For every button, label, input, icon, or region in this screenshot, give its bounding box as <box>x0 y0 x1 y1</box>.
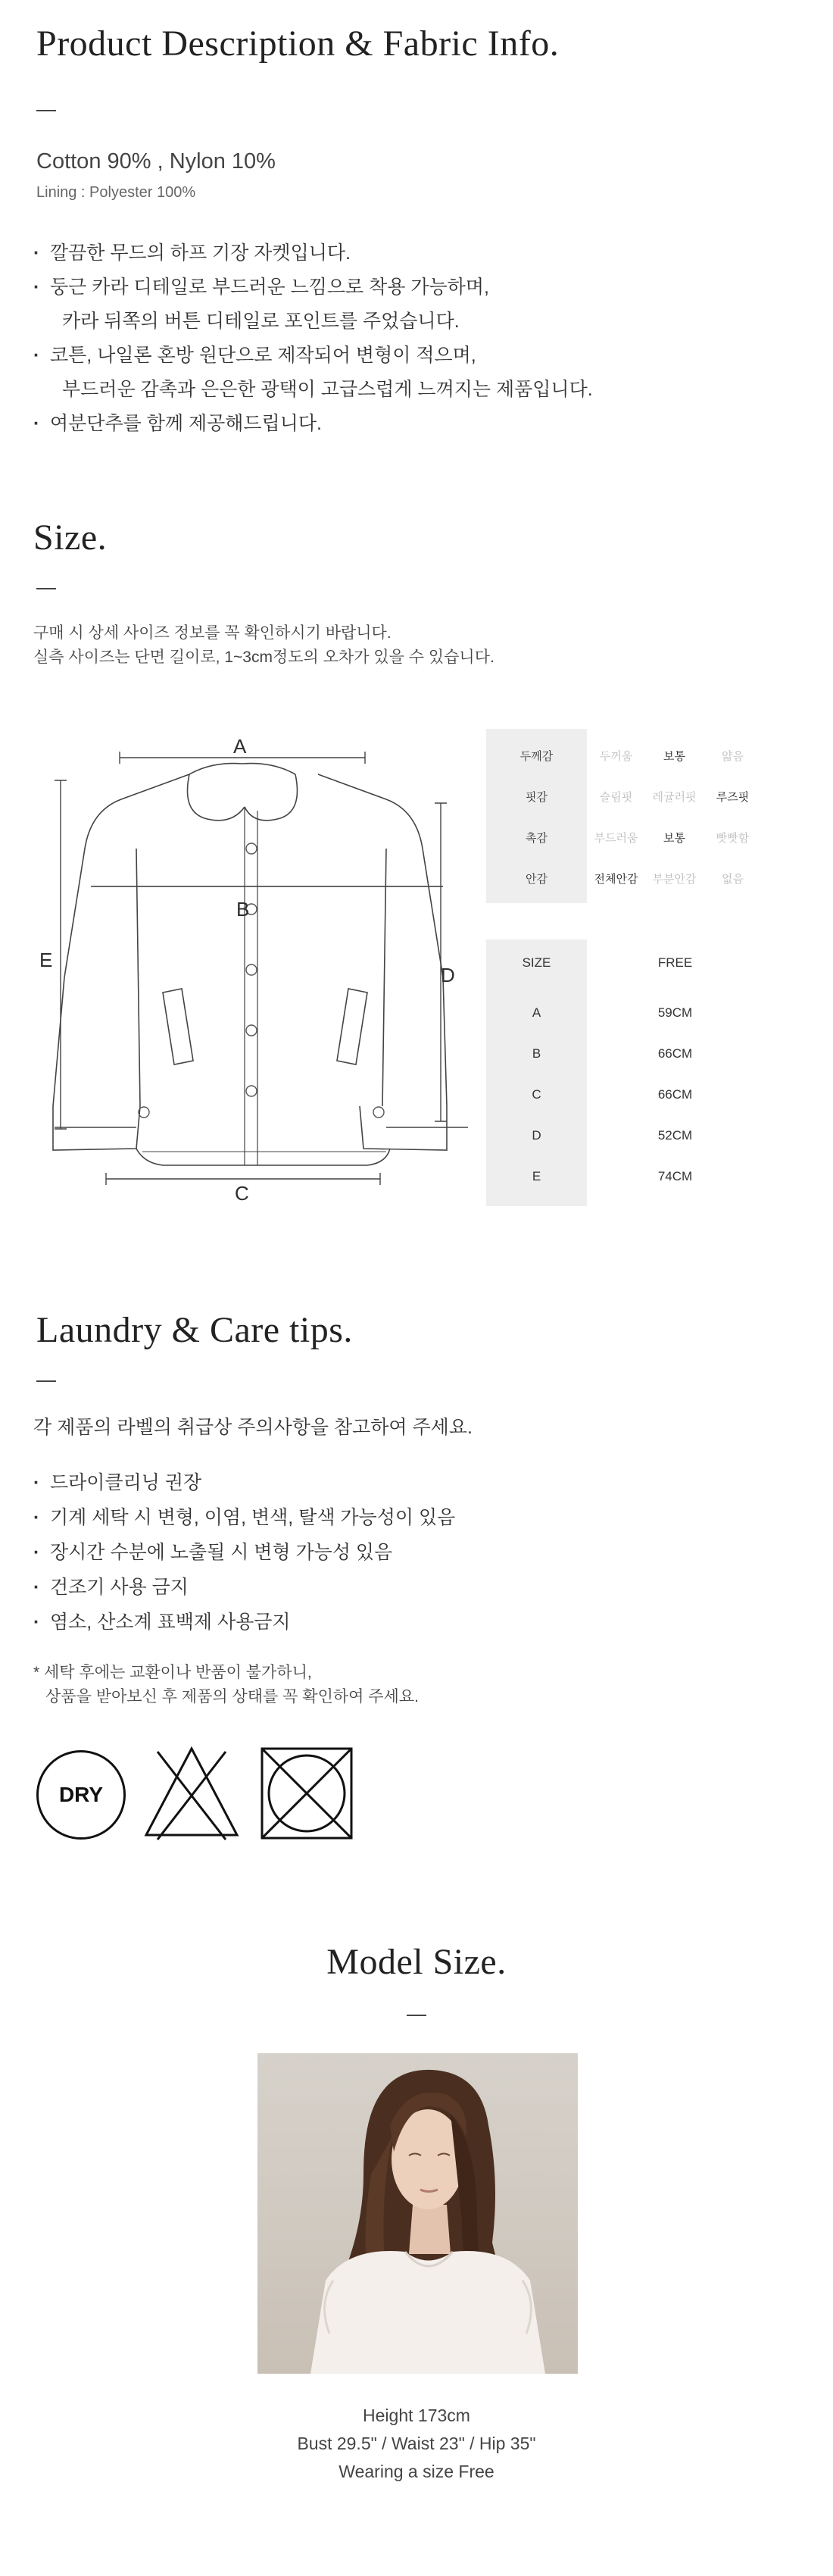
care-icons <box>36 1743 354 1841</box>
table-row <box>486 1074 763 1115</box>
attribute-option: 없음 <box>722 872 744 886</box>
dry-clean-label: DRY <box>58 1783 104 1806</box>
attribute-option: 빳빳함 <box>716 831 750 845</box>
jacket-size-diagram <box>30 727 470 1212</box>
list-item: 부드러운 감촉과 은은한 광택이 고급스럽게 느껴지는 제품입니다. <box>62 379 593 400</box>
attribute-label: 핏감 <box>526 790 548 804</box>
table-row <box>486 817 763 858</box>
attribute-option: 슬림핏 <box>599 790 633 804</box>
measure-key: C <box>532 1087 541 1102</box>
attribute-option: 얇음 <box>722 749 744 763</box>
list-item: · 장시간 수분에 노출될 시 변형 가능성 있음 <box>33 1535 455 1570</box>
size-note-line2: 실측 사이즈는 단면 길이로, 1~3cm정도의 오차가 있을 수 있습니다. <box>33 649 494 666</box>
measure-value: 74CM <box>657 1169 693 1183</box>
measure-key: B <box>532 1046 541 1061</box>
size-header-value: FREE <box>657 955 693 970</box>
list-item: 카라 뒤쪽의 버튼 디테일로 포인트를 주었습니다. <box>62 311 460 332</box>
size-title: Size. <box>33 517 108 558</box>
list-item: · 여분단추를 함께 제공해드립니다. <box>33 407 593 441</box>
attribute-option-selected: 보통 <box>663 831 685 845</box>
fabric-composition: Cotton 90% , Nylon 10% <box>36 149 276 174</box>
model-height: Height 173cm <box>363 2406 470 2425</box>
section-divider <box>407 2015 426 2016</box>
laundry-note-line1: * 세탁 후에는 교환이나 반품이 불가하니, <box>33 1664 312 1681</box>
table-header-row <box>486 943 763 983</box>
table-row <box>486 858 763 899</box>
section-divider <box>36 110 56 111</box>
diagram-label-d: D <box>441 964 455 986</box>
attribute-option-selected: 전체안감 <box>594 872 638 886</box>
model-title: Model Size. <box>326 1942 507 1982</box>
attribute-label: 두께감 <box>519 749 554 763</box>
size-header-label: SIZE <box>522 955 551 970</box>
list-item: · 코튼, 나일론 혼방 원단으로 제작되어 변형이 적으며, <box>33 339 593 373</box>
laundry-bullet-list <box>33 1465 455 1640</box>
no-bleach-icon <box>142 1743 241 1841</box>
table-row <box>486 1156 763 1197</box>
list-item: · 건조기 사용 금지 <box>33 1570 455 1605</box>
list-item: · 기계 세탁 시 변형, 이염, 변색, 탈색 가능성이 있음 <box>33 1500 455 1535</box>
attribute-option: 레귤러핏 <box>652 790 697 804</box>
list-item: · 깔끔한 무드의 하프 기장 자켓입니다. <box>33 236 593 270</box>
measure-key: A <box>532 1005 541 1020</box>
list-item: · 드라이클리닝 권장 <box>33 1465 455 1500</box>
measure-key: E <box>532 1169 541 1183</box>
table-row <box>486 776 763 817</box>
attribute-option: 부분안감 <box>652 872 697 886</box>
dry-clean-icon <box>36 1750 126 1840</box>
measure-value: 66CM <box>657 1046 693 1061</box>
list-item: · 염소, 산소계 표백제 사용금지 <box>33 1605 455 1640</box>
measure-key: D <box>532 1128 541 1143</box>
size-note-line1: 구매 시 상세 사이즈 정보를 꼭 확인하시기 바랍니다. <box>33 624 392 642</box>
model-measurements: Bust 29.5" / Waist 23" / Hip 35" <box>297 2434 536 2453</box>
fabric-lining: Lining : Polyester 100% <box>36 184 196 201</box>
model-photo <box>257 2053 578 2374</box>
no-tumble-dry-icon <box>259 1746 354 1841</box>
fabric-bullet-list <box>33 236 593 441</box>
diagram-label-a: A <box>233 735 247 758</box>
fabric-title: Product Description & Fabric Info. <box>36 23 560 64</box>
table-row <box>486 993 763 1033</box>
laundry-note-line2: 상품을 받아보신 후 제품의 상태를 꼭 확인하여 주세요. <box>45 1688 419 1705</box>
size-measurement-table <box>486 939 763 1206</box>
list-item: · 둥근 카라 디테일로 부드러운 느낌으로 착용 가능하며, <box>33 270 593 305</box>
fit-attribute-table <box>486 729 763 903</box>
section-divider <box>36 1380 56 1382</box>
table-row <box>486 1115 763 1156</box>
attribute-option-selected: 보통 <box>663 749 685 763</box>
diagram-label-c: C <box>235 1182 249 1205</box>
measure-value: 66CM <box>657 1087 693 1102</box>
attribute-label: 촉감 <box>526 831 548 845</box>
model-illustration <box>257 2053 578 2374</box>
diagram-label-b: B <box>236 898 250 921</box>
attribute-option-selected: 루즈핏 <box>716 790 750 804</box>
table-row <box>486 735 763 776</box>
attribute-option: 두꺼움 <box>599 749 633 763</box>
table-row <box>486 1033 763 1074</box>
measure-value: 52CM <box>657 1128 693 1143</box>
attribute-option: 부드러움 <box>594 831 638 845</box>
model-wearing-size: Wearing a size Free <box>339 2462 494 2481</box>
laundry-intro: 각 제품의 라벨의 취급상 주의사항을 참고하여 주세요. <box>33 1417 473 1438</box>
section-divider <box>36 588 56 589</box>
measure-value: 59CM <box>657 1005 693 1020</box>
laundry-title: Laundry & Care tips. <box>36 1310 353 1350</box>
attribute-label: 안감 <box>526 872 548 886</box>
diagram-label-e: E <box>39 949 53 971</box>
